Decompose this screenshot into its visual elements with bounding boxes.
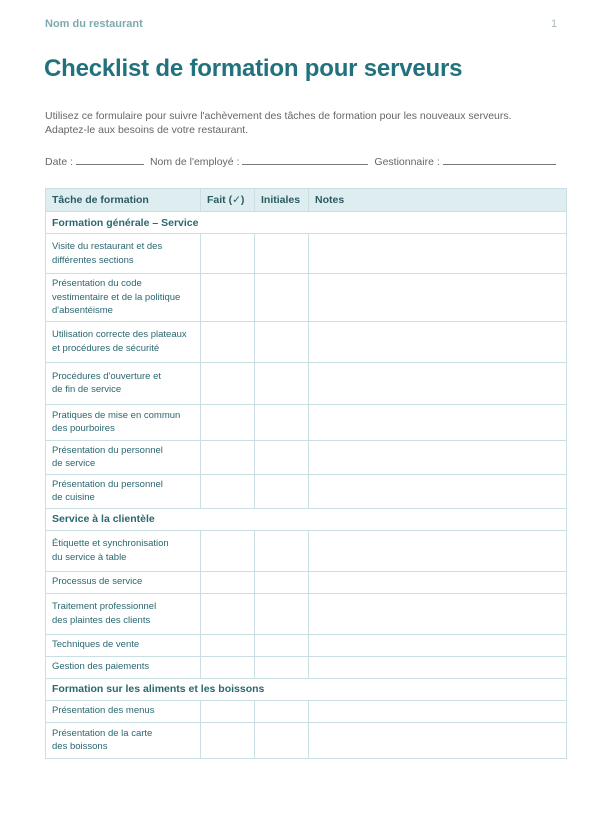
table-row	[46, 440, 567, 474]
section-row	[46, 212, 567, 234]
notes-cell[interactable]	[309, 722, 567, 758]
initials-cell[interactable]	[255, 440, 309, 474]
table-row	[46, 634, 567, 656]
task-label-line: Présentation du personnel	[52, 444, 163, 456]
table-row	[46, 571, 567, 593]
section-row	[46, 678, 567, 700]
notes-cell[interactable]	[309, 571, 567, 593]
notes-cell[interactable]	[309, 593, 567, 634]
task-label-line: Pratiques de mise en commun	[52, 409, 181, 421]
initials-cell[interactable]	[255, 530, 309, 571]
date-field[interactable]	[76, 154, 144, 165]
notes-cell[interactable]	[309, 440, 567, 474]
initials-cell[interactable]	[255, 362, 309, 404]
task-label-line: des pourboires	[52, 423, 115, 434]
done-cell[interactable]	[201, 234, 255, 274]
done-cell[interactable]	[201, 440, 255, 474]
table-row	[46, 530, 567, 571]
employee-name-field[interactable]	[242, 154, 368, 165]
notes-cell[interactable]	[309, 234, 567, 274]
task-label-line: Présentation des menus	[52, 705, 155, 717]
table-row	[46, 274, 567, 322]
table-row	[46, 656, 567, 678]
initials-cell[interactable]	[255, 234, 309, 274]
manager-label: Gestionnaire :	[374, 156, 440, 168]
task-label-line: Procédures d'ouverture et	[52, 370, 162, 382]
task-label	[46, 440, 201, 474]
intro-line-2: Adaptez-le aux besoins de votre restaurant.	[45, 124, 249, 136]
task-label	[46, 571, 201, 593]
table-row	[46, 321, 567, 362]
section-title: Service à la clientèle	[46, 508, 567, 530]
done-cell[interactable]	[201, 700, 255, 722]
task-label	[46, 593, 201, 634]
initials-cell[interactable]	[255, 274, 309, 322]
column-header-notes: Notes	[309, 189, 567, 212]
initials-cell[interactable]	[255, 722, 309, 758]
form-fields-line	[45, 154, 559, 168]
done-cell[interactable]	[201, 404, 255, 440]
task-label-line: Visite du restaurant et des	[52, 241, 163, 252]
task-label	[46, 656, 201, 678]
notes-cell[interactable]	[309, 530, 567, 571]
notes-cell[interactable]	[309, 634, 567, 656]
table-row	[46, 700, 567, 722]
task-label-line: du service à table	[52, 551, 127, 563]
intro-line-1: Utilisez ce formulaire pour suivre l'achèvement des tâches de formation pour les nouveaux serveurs.	[45, 110, 512, 122]
task-label-line: et procédures de sécurité	[52, 342, 160, 354]
done-cell[interactable]	[201, 362, 255, 404]
done-cell[interactable]	[201, 634, 255, 656]
task-label-line: différentes sections	[52, 254, 134, 266]
task-label-line: Étiquette et synchronisation	[52, 538, 169, 549]
column-header-done: Fait (✓)	[201, 189, 255, 212]
task-label-line: Techniques de vente	[52, 639, 140, 651]
initials-cell[interactable]	[255, 700, 309, 722]
task-label-line: de cuisine	[52, 492, 95, 503]
task-label	[46, 530, 201, 571]
task-label	[46, 234, 201, 274]
page-number: 1	[551, 18, 558, 30]
table-row	[46, 362, 567, 404]
table-row	[46, 722, 567, 758]
done-cell[interactable]	[201, 474, 255, 508]
task-label-line: vestimentaire et de la politique	[52, 291, 181, 303]
done-cell[interactable]	[201, 571, 255, 593]
initials-cell[interactable]	[255, 321, 309, 362]
initials-cell[interactable]	[255, 404, 309, 440]
task-label	[46, 321, 201, 362]
notes-cell[interactable]	[309, 362, 567, 404]
task-label	[46, 722, 201, 758]
task-label-line: Traitement professionnel	[52, 601, 157, 612]
initials-cell[interactable]	[255, 634, 309, 656]
done-cell[interactable]	[201, 656, 255, 678]
table-row	[46, 593, 567, 634]
table-row	[46, 234, 567, 274]
done-cell[interactable]	[201, 274, 255, 322]
intro-text	[45, 109, 575, 137]
table-row	[46, 404, 567, 440]
done-cell[interactable]	[201, 530, 255, 571]
task-label-line: de fin de service	[52, 384, 122, 395]
date-label: Date :	[45, 156, 74, 168]
column-header-initials: Initiales	[255, 189, 309, 212]
notes-cell[interactable]	[309, 656, 567, 678]
section-row	[46, 508, 567, 530]
task-label-line: Présentation du code	[52, 278, 142, 289]
done-cell[interactable]	[201, 593, 255, 634]
task-label-line: des plaintes des clients	[52, 614, 151, 626]
table-row	[46, 474, 567, 508]
notes-cell[interactable]	[309, 321, 567, 362]
employee-name-label: Nom de l'employé :	[149, 156, 240, 168]
task-label-line: Présentation du personnel	[52, 478, 163, 490]
section-title: Formation générale – Service	[46, 212, 567, 234]
notes-cell[interactable]	[309, 474, 567, 508]
task-label	[46, 474, 201, 508]
notes-cell[interactable]	[309, 274, 567, 322]
initials-cell[interactable]	[255, 474, 309, 508]
notes-cell[interactable]	[309, 404, 567, 440]
task-label-line: de service	[52, 458, 96, 469]
initials-cell[interactable]	[255, 593, 309, 634]
section-title: Formation sur les aliments et les boissons	[46, 678, 567, 700]
done-cell[interactable]	[201, 321, 255, 362]
task-label	[46, 634, 201, 656]
task-label	[46, 700, 201, 722]
task-label-line: d'absentéisme	[52, 305, 113, 316]
task-label-line: Processus de service	[52, 576, 143, 588]
task-label-line: Présentation de la carte	[52, 727, 153, 739]
task-label	[46, 274, 201, 322]
initials-cell[interactable]	[255, 656, 309, 678]
restaurant-name-header: Nom du restaurant	[45, 18, 143, 30]
task-label-line: Gestion des paiements	[52, 661, 150, 673]
checklist-body	[46, 212, 567, 759]
table-header-row	[46, 189, 567, 212]
task-label-line: Utilisation correcte des plateaux	[52, 329, 187, 340]
task-label	[46, 362, 201, 404]
task-label	[46, 404, 201, 440]
initials-cell[interactable]	[255, 571, 309, 593]
page-title: Checklist de formation pour serveurs	[44, 55, 463, 82]
training-checklist-table	[45, 188, 567, 759]
manager-field[interactable]	[443, 154, 556, 165]
done-cell[interactable]	[201, 722, 255, 758]
notes-cell[interactable]	[309, 700, 567, 722]
column-header-task: Tâche de formation	[46, 189, 201, 212]
task-label-line: des boissons	[52, 741, 108, 752]
